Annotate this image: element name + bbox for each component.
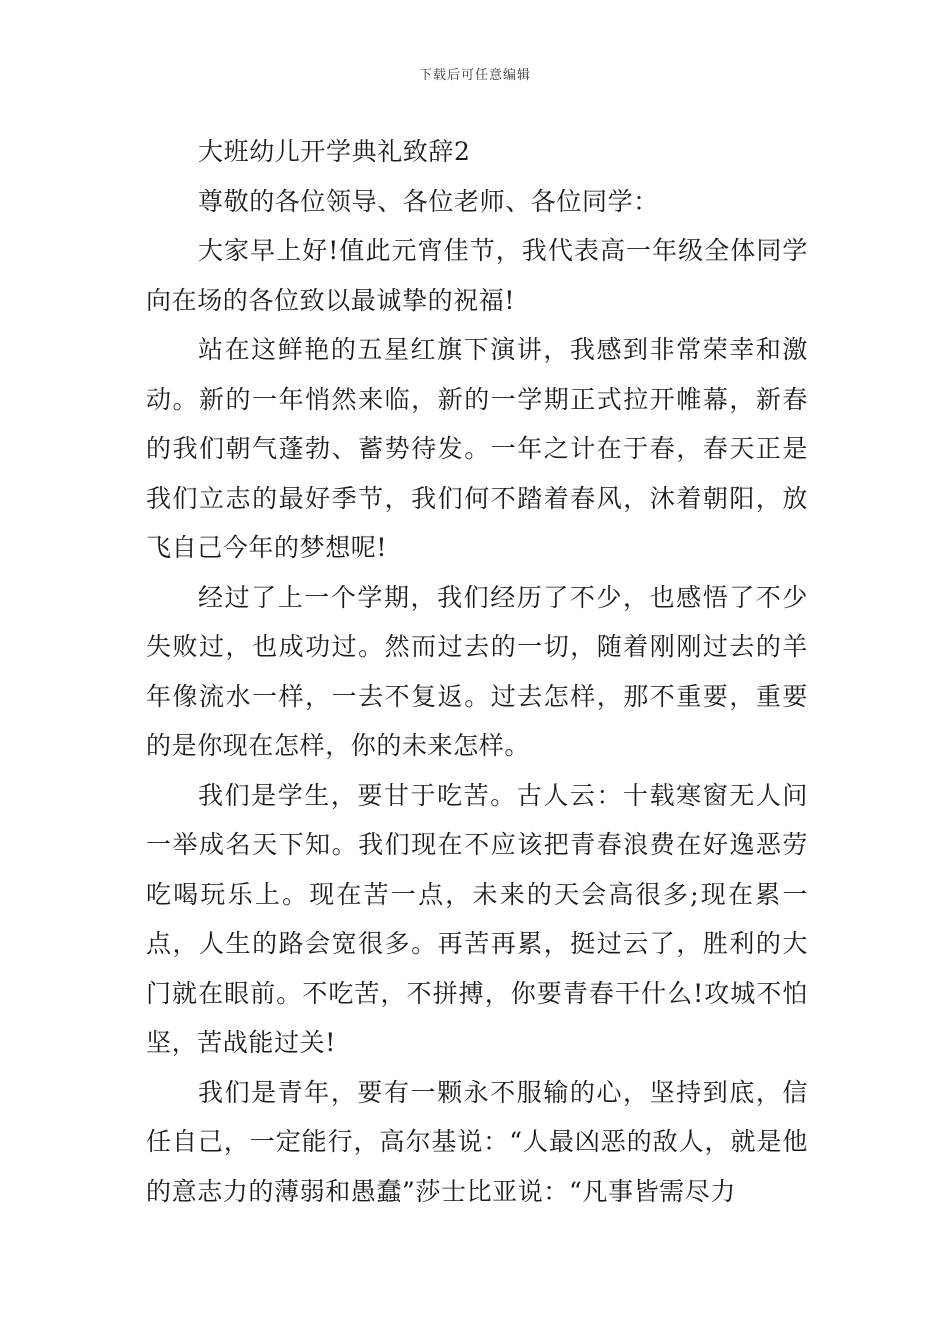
document-title: 大班幼儿开学典礼致辞2 — [198, 137, 471, 166]
header-note: 下载后可任意编辑 — [418, 68, 531, 83]
document-body — [146, 127, 808, 1216]
paragraph-new-year: 站在这鲜艳的五星红旗下演讲，我感到非常荣幸和激动。新的一年悄然来临，新的一学期正式拉开帷幕，新春的我们朝气蓬勃、蓄势待发。一年之计在于春，春天正是我们立志的最好季节，我们何不踏着春风，沐着朝阳，放飞自己今年的梦想呢! — [146, 335, 808, 562]
paragraph-salutation: 尊敬的各位领导、各位老师、各位同学： — [198, 186, 659, 216]
paragraph-greeting: 大家早上好!值此元宵佳节，我代表高一年级全体同学向在场的各位致以最诚挚的祝福! — [146, 236, 808, 315]
paragraph-youth: 我们是青年，要有一颗永不服输的心，坚持到底，信任自己，一定能行，高尔基说：“人最凶恶的敌人，就是他的意志力的薄弱和愚蠢”莎士比亚说：“凡事皆需尽力 — [146, 1077, 808, 1206]
paragraph-past-semester: 经过了上一个学期，我们经历了不少，也感悟了不少失败过，也成功过。然而过去的一切，随着刚刚过去的羊年像流水一样，一去不复返。过去怎样，那不重要，重要的是你现在怎样，你的未来怎样。 — [146, 582, 808, 760]
paragraph-students: 我们是学生，要甘于吃苦。古人云：十载寒窗无人问一举成名天下知。我们现在不应该把青春浪费在好逸恶劳吃喝玩乐上。现在苦一点，未来的天会高很多;现在累一点，人生的路会宽很多。再苦再累，挺过云了，胜利的大门就在眼前。不吃苦，不拼搏，你要青春干什么!攻城不怕坚，苦战能过关! — [146, 780, 808, 1057]
